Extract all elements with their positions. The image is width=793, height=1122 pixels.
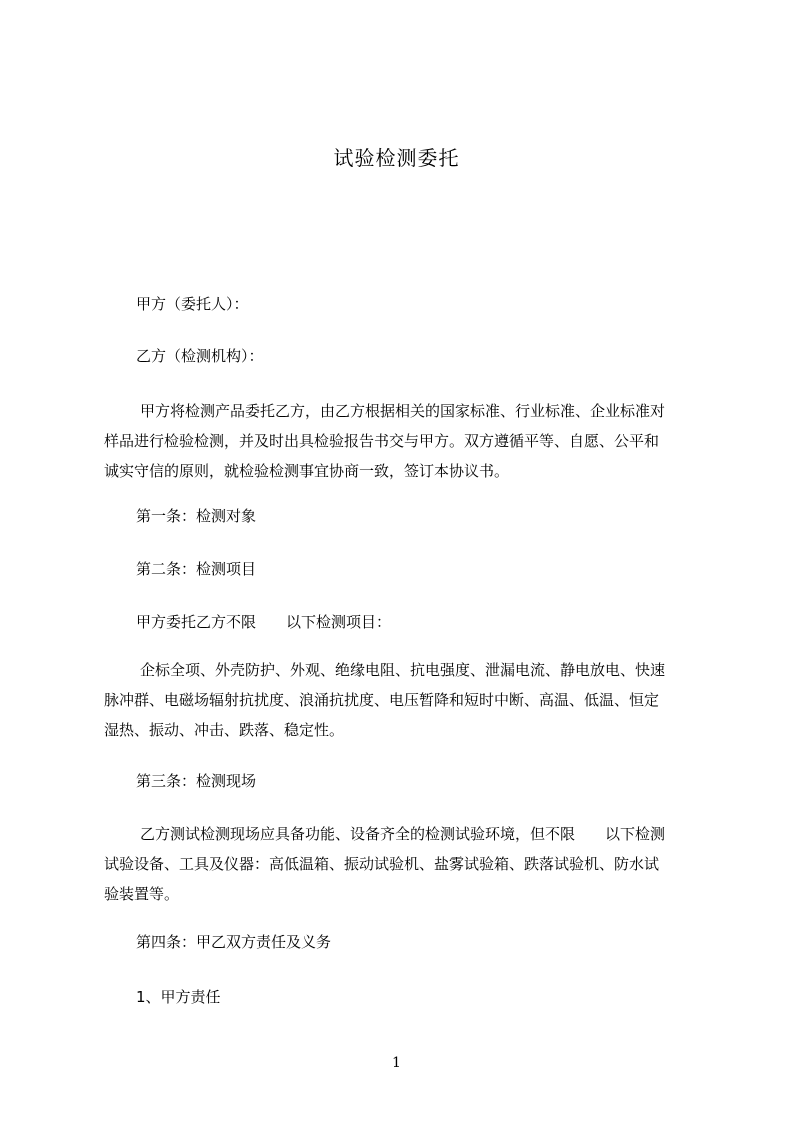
- page-number: 1: [392, 1055, 401, 1071]
- article-2-item-line: 湿热、振动、冲击、跌落、稳定性。: [104, 721, 345, 739]
- article-2-item-line: 脉冲群、电磁场辐射抗扰度、浪涌抗扰度、电压暂降和短时中断、高温、低温、恒定: [104, 691, 660, 709]
- intro-line: 样品进行检验检测，并及时出具检验报告书交与甲方。双方遵循平等、自愿、公平和: [104, 432, 660, 450]
- article-2-intro: 甲方委托乙方不限 以下检测项目：: [136, 613, 392, 631]
- intro-line: 诚实守信的原则，就检验检测事宜协商一致，签订本协议书。: [104, 462, 510, 480]
- article-2-item-line: 企标全项、外壳防护、外观、绝缘电阻、抗电强度、泄漏电流、静电放电、快速: [140, 661, 666, 679]
- article-3-line: 验装置等。: [104, 885, 180, 903]
- article-4-heading: 第四条：甲乙双方责任及义务: [136, 933, 332, 951]
- article-2-heading: 第二条：检测项目: [136, 560, 257, 578]
- document-title: 试验检测委托: [333, 146, 460, 170]
- article-3-heading: 第三条：检测现场: [136, 772, 257, 790]
- item-1-heading: 1、甲方责任: [136, 988, 221, 1006]
- article-3-line: 乙方测试检测现场应具备功能、设备齐全的检测试验环境，但不限 以下检测: [140, 825, 666, 843]
- party-a-line: 甲方（委托人）：: [136, 295, 249, 313]
- article-1-heading: 第一条：检测对象: [136, 507, 257, 525]
- article-2-items: [104, 655, 704, 745]
- intro-line: 甲方将检测产品委托乙方，由乙方根据相关的国家标准、行业标准、企业标准对: [140, 402, 666, 420]
- intro-paragraph: [104, 396, 704, 486]
- article-3-paragraph: [104, 819, 704, 909]
- party-b-line: 乙方（检测机构）：: [136, 347, 264, 365]
- article-3-line: 试验设备、工具及仪器：高低温箱、振动试验机、盐雾试验箱、跌落试验机、防水试: [104, 855, 660, 873]
